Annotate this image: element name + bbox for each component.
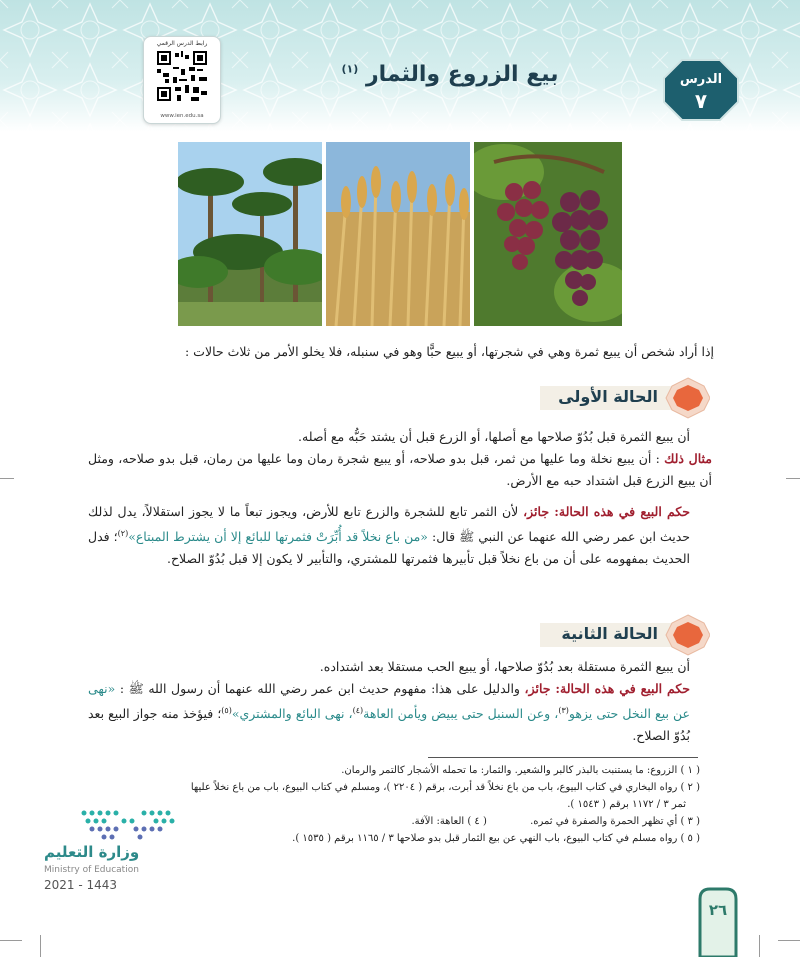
ruling-label: حكم البيع في هذه الحالة: جائز، (524, 681, 691, 696)
title-text: بيع الزروع والثمار (365, 62, 559, 87)
lesson-badge (662, 58, 740, 122)
footnote-4: ( ٤ ) العاهة: الآفة. (411, 816, 487, 827)
photo-palm-trees (178, 142, 322, 326)
heading-text: الحالة الثانية (561, 624, 658, 643)
lesson-label: الدرس (679, 72, 723, 87)
ministry-name-en: Ministry of Education (44, 865, 139, 875)
qr-code-card[interactable] (143, 36, 221, 124)
qr-caption: رابط الدرس الرقمي (156, 40, 208, 47)
footnote-2-cont: ثمر ٣ / ١١٧٢ برقم ( ١٥٤٣ ). (567, 799, 686, 810)
qr-code-icon (157, 51, 207, 101)
intro-text: إذا أراد شخص أن يبيع ثمرة وهي في شجرتها، أو يبيع حبًّا وهو في سنبله، فلا يخلو الأمر من ثلاث حالات : (185, 344, 714, 359)
footnote-3: ( ٣ ) أي تظهر الحمرة والصفرة في ثمره. (530, 816, 700, 827)
edition-year: 2021 - 1443 (44, 878, 118, 892)
ruling-text: والدليل على هذا: مفهوم حديث ابن عمر رضي الله عنهما أن رسول الله ﷺ : (119, 681, 520, 696)
footnote-ref: (٢) (117, 529, 129, 538)
title-footnote-ref: (١) (341, 62, 359, 76)
crop-mark (786, 478, 800, 479)
example-text: : أن يبيع نخلة وما عليها من ثمر، قبل بدو صلاحه، أو يبيع شجرة رمان وما عليها من رمان، قبل بدو صلاحه، ومثل أن يبيع الزرع قبل اشتداد حبه مع الأرض. (88, 451, 712, 488)
case-2-ruling (88, 678, 712, 747)
photo-wheat-field (326, 142, 470, 326)
case-1-text: أن يبيع الثمرة قبل بُدُوّ صلاحها مع أصلها، أو الزرع قبل أن يشتد حَبُّه مع أصله. (298, 429, 690, 444)
hadith-quote-c: ، نهى البائع والمشتري» (231, 706, 353, 722)
page-title (250, 62, 650, 87)
lesson-number: ٧ (694, 89, 708, 113)
photo-grapes (474, 142, 622, 326)
footnote-5: ( ٥ ) رواه مسلم في كتاب البيوع، باب النهي عن بيع الثمار قبل بدو صلاحها ٣ / ١١٦٥ برقم ( ١٥٣٥ ). (292, 833, 700, 844)
case-2-body (88, 656, 712, 747)
page-number-tab (696, 885, 740, 957)
footnote-1: ( ١ ) الزروع: ما يستنبت بالبذر كالبر والشعير. والثمار: ما تحمله الأشجار كالتمر والرمان. (341, 765, 700, 776)
heading-text: الحالة الأولى (558, 387, 658, 406)
page-tab-shape-icon (696, 885, 740, 957)
case-2-text: أن يبيع الثمرة مستقلة بعد بُدُوّ صلاحها، أو يبيع الحب مستقلا بعد اشتداده. (319, 659, 690, 674)
ministry-logo (44, 803, 184, 893)
crop-mark (0, 478, 14, 479)
closing-text: ؛ فيؤخذ منه جواز البيع بعد بُدُوّ الصلاح. (88, 706, 690, 744)
case-1-ruling (88, 501, 712, 570)
page-number: ٢٦ (708, 901, 728, 919)
crop-mark (778, 940, 800, 941)
intro-paragraph (90, 341, 714, 363)
case-1-body (88, 426, 712, 570)
footnote-ref: (٤) (352, 706, 364, 715)
crop-mark (40, 935, 41, 957)
footnote-divider (428, 757, 698, 758)
footnote-ref: (٣) (558, 706, 569, 715)
ministry-dots-logo-icon (44, 803, 184, 843)
crop-mark (0, 940, 22, 941)
hadith-quote-b: ، وعن السنبل حتى يبيض ويأمن العاهة (363, 706, 559, 722)
hadith-quote: «من باع نخلاً قد أُبِّرَتْ فثمرتها للبائع إلا أن يشترط المبتاع» (128, 529, 428, 545)
qr-url: www.ien.edu.sa (160, 113, 204, 119)
footnote-ref: (٥) (221, 706, 232, 715)
example-label: مثال ذلك (664, 451, 712, 466)
ruling-label: حكم البيع في هذه الحالة: جائز، (523, 504, 690, 519)
crop-mark (759, 935, 760, 957)
hadith-quote-a: «نهى عن بيع النخل حتى يزهو (88, 681, 690, 722)
section-heading-case-1 (540, 376, 710, 420)
section-heading-case-2 (540, 613, 710, 657)
footnote-2: ( ٢ ) رواه البخاري في كتاب البيوع، باب من باع نخلاً قد أبرت، برقم ( ٢٢٠٤ )، ومسلم في كتاب البيوع، باب من باع نخلاً عليها (190, 782, 700, 793)
ruling-text-2: ؛ فدل الحديث بمفهومه على أن من باع نخلاً قبل تأبيرها فثمرتها للمشتري، والتأبير لا يكون إلا قبل بُدُوّ الصلاح. (88, 529, 690, 567)
ministry-name-ar: وزارة التعليم (44, 843, 140, 861)
ruling-text-1: لأن الثمر تابع للشجرة والزرع تابع للأرض، ويجوز تبعاً ما لا يجوز استقلالاً، يدل لذلك حديث ابن عمر رضي الله عنهما عن النبي ﷺ قال: (88, 504, 691, 545)
case-1-example (88, 448, 712, 492)
